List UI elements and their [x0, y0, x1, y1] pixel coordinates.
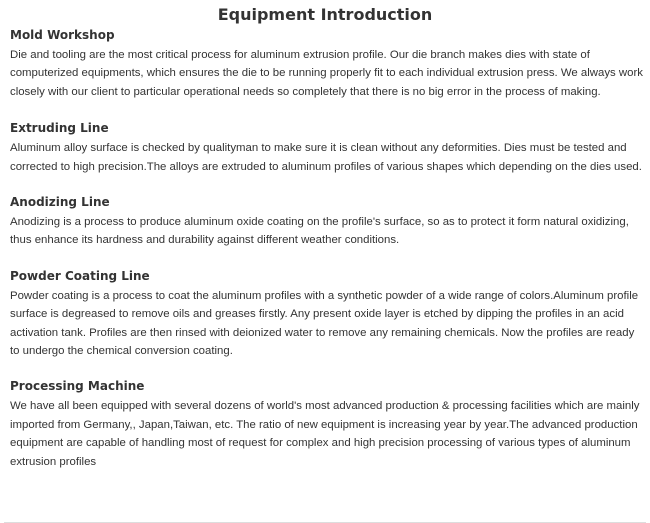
section-powder-coating-line	[10, 268, 645, 361]
section-mold-workshop	[10, 27, 645, 101]
section-heading: Anodizing Line	[10, 195, 110, 210]
page-title: Equipment Introduction	[217, 5, 433, 24]
section-heading: Extruding Line	[10, 121, 109, 136]
section-body: Powder coating is a process to coat the aluminum profiles with a synthetic powder of a wide range of colors.Aluminum profile surface is degreased to remove oils and greases firstly. Any present oxide layer is etched by dipping the profiles in an acid activation tank. Profiles are then rinsed with deionized water to remove any remaining chemicals. Now the profiles are ready to undergo the chemical conversion coating.	[10, 289, 639, 358]
section-extruding-line	[10, 120, 645, 176]
equipment-sections	[10, 27, 645, 489]
section-anodizing-line	[10, 194, 645, 250]
section-body: Die and tooling are the most critical process for aluminum extrusion profile. Our die branch makes dies with state of computerized equipments, which ensures the die to be running properly fit to each individual extrusion press. We always work closely with our client to particular operational needs so completely that there is no big error in the process of making.	[10, 49, 643, 98]
section-body: We have all been equipped with several dozens of world's most advanced production & processing facilities which are mainly imported from Germany,, Japan,Taiwan, etc. The ratio of new equipment is increasing year by year.The advanced production equipment are capable of handling most of request for complex and high precision processing of various types of aluminum extrusion profiles	[10, 400, 640, 468]
section-heading: Mold Workshop	[10, 28, 115, 42]
section-body: Aluminum alloy surface is checked by qualityman to make sure it is clean without any deformities. Dies must be tested and corrected to high precision.The alloys are extruded to aluminum profiles of various shapes which depending on the dies used.	[10, 142, 642, 173]
section-processing-machine	[10, 378, 645, 471]
section-heading: Powder Coating Line	[10, 268, 150, 283]
section-body: Anodizing is a process to produce aluminum oxide coating on the profile's surface, so as to protect it form natural oxidizing, thus enhance its hardness and durability against different weather conditions.	[10, 216, 629, 247]
section-heading: Processing Machine	[10, 379, 145, 394]
